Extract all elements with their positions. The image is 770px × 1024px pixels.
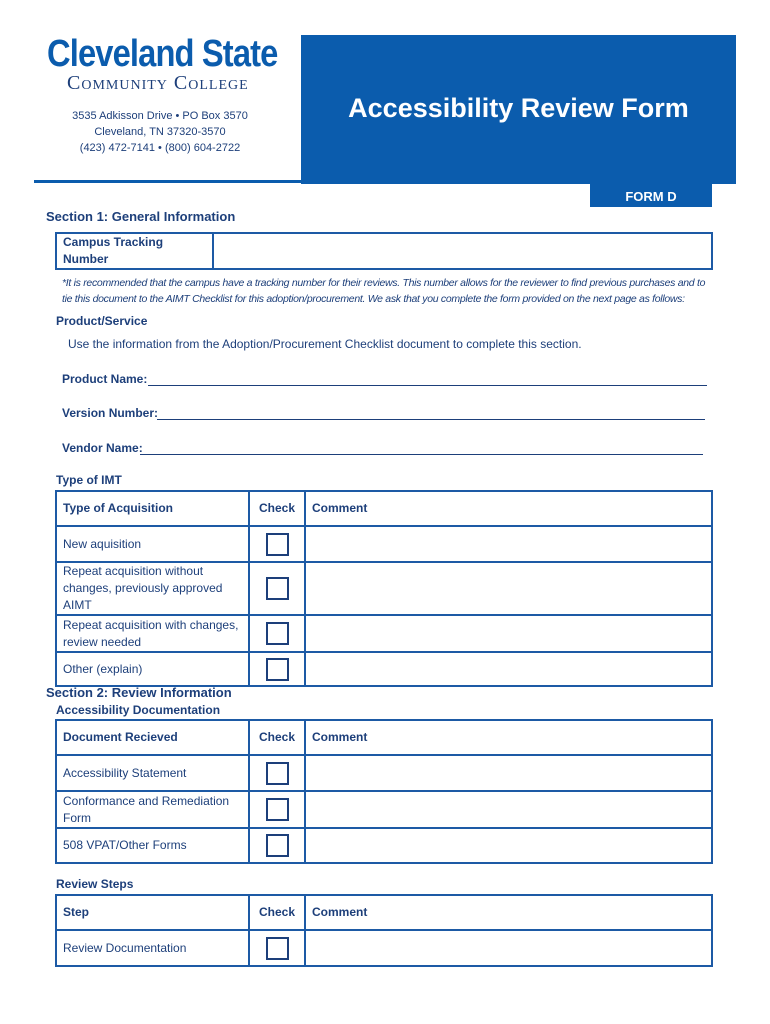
form-title: Accessibility Review Form (348, 93, 689, 123)
doc-header-document: Document Recieved (56, 720, 249, 755)
row-label: Repeat acquisition without changes, previously approved AIMT (56, 562, 249, 615)
section-2-title: Section 2: Review Information (46, 685, 232, 700)
type-header-comment: Comment (305, 491, 712, 526)
review-steps-table (55, 894, 713, 967)
section-1-title: Section 1: General Information (46, 209, 236, 224)
repeat-with-changes-checkbox[interactable] (266, 622, 289, 645)
college-logo-name: Cleveland State (47, 33, 278, 75)
review-steps-heading: Review Steps (56, 877, 134, 891)
conformance-remediation-checkbox[interactable] (266, 798, 289, 821)
review-documentation-checkbox[interactable] (266, 937, 289, 960)
steps-header-step: Step (56, 895, 249, 930)
row-label: Repeat acquisition with changes, review needed (56, 615, 249, 652)
product-name-field[interactable] (148, 385, 707, 386)
table-row (56, 526, 712, 562)
tracking-note: *It is recommended that the campus have a tracking number for their reviews. This number allows for the reviewer to find previous purchases and to tie this document to the AIMT Checklist for this adoption/procurement. We ask that you complete the form provided on the next page as follows: (62, 277, 706, 305)
address-line-2: Cleveland, TN 37320-3570 (94, 126, 226, 138)
table-row (56, 652, 712, 686)
steps-header-check: Check (249, 895, 305, 930)
row-comment-field[interactable] (305, 562, 712, 615)
row-comment-field[interactable] (305, 615, 712, 652)
doc-header-comment: Comment (305, 720, 712, 755)
row-label: Accessibility Statement (56, 755, 249, 791)
steps-header-comment: Comment (305, 895, 712, 930)
vendor-name-field[interactable] (140, 454, 703, 455)
row-label: Other (explain) (56, 652, 249, 686)
row-label: Review Documentation (56, 930, 249, 966)
table-row (56, 930, 712, 966)
row-comment-field[interactable] (305, 791, 712, 828)
tracking-number-label: Campus Tracking Number (56, 233, 213, 269)
row-comment-field[interactable] (305, 526, 712, 562)
accessibility-statement-checkbox[interactable] (266, 762, 289, 785)
table-row (56, 791, 712, 828)
version-number-label: Version Number: (62, 406, 159, 420)
tracking-number-field[interactable] (213, 233, 712, 269)
table-row (56, 615, 712, 652)
product-service-heading: Product/Service (56, 314, 148, 328)
row-comment-field[interactable] (305, 652, 712, 686)
row-comment-field[interactable] (305, 930, 712, 966)
table-row (56, 755, 712, 791)
product-name-label: Product Name: (62, 372, 148, 386)
type-of-imt-heading: Type of IMT (56, 473, 122, 487)
row-label: New aquisition (56, 526, 249, 562)
row-label: Conformance and Remediation Form (56, 791, 249, 828)
phone-line: (423) 472-7141 • (800) 604-2722 (79, 142, 241, 154)
address-line-1: 3535 Adkisson Drive • PO Box 3570 (72, 110, 248, 122)
table-row (56, 562, 712, 615)
table-row (56, 828, 712, 863)
accessibility-documentation-heading: Accessibility Documentation (56, 703, 221, 717)
tracking-number-table (55, 232, 713, 270)
type-of-imt-table (55, 490, 713, 687)
college-logo-subtitle: Community College (67, 72, 249, 94)
type-header-check: Check (249, 491, 305, 526)
row-comment-field[interactable] (305, 755, 712, 791)
vendor-name-label: Vendor Name: (62, 441, 143, 455)
documentation-table (55, 719, 713, 864)
form-code-badge: FORM D (590, 184, 712, 207)
row-label: 508 VPAT/Other Forms (56, 828, 249, 863)
new-acquisition-checkbox[interactable] (266, 533, 289, 556)
other-explain-checkbox[interactable] (266, 658, 289, 681)
type-header-acquisition: Type of Acquisition (56, 491, 249, 526)
header-divider (34, 180, 302, 183)
vpat-other-forms-checkbox[interactable] (266, 834, 289, 857)
row-comment-field[interactable] (305, 828, 712, 863)
version-number-field[interactable] (157, 419, 705, 420)
doc-header-check: Check (249, 720, 305, 755)
repeat-without-changes-checkbox[interactable] (266, 577, 289, 600)
product-instruction: Use the information from the Adoption/Procurement Checklist document to complete this section. (68, 337, 582, 351)
